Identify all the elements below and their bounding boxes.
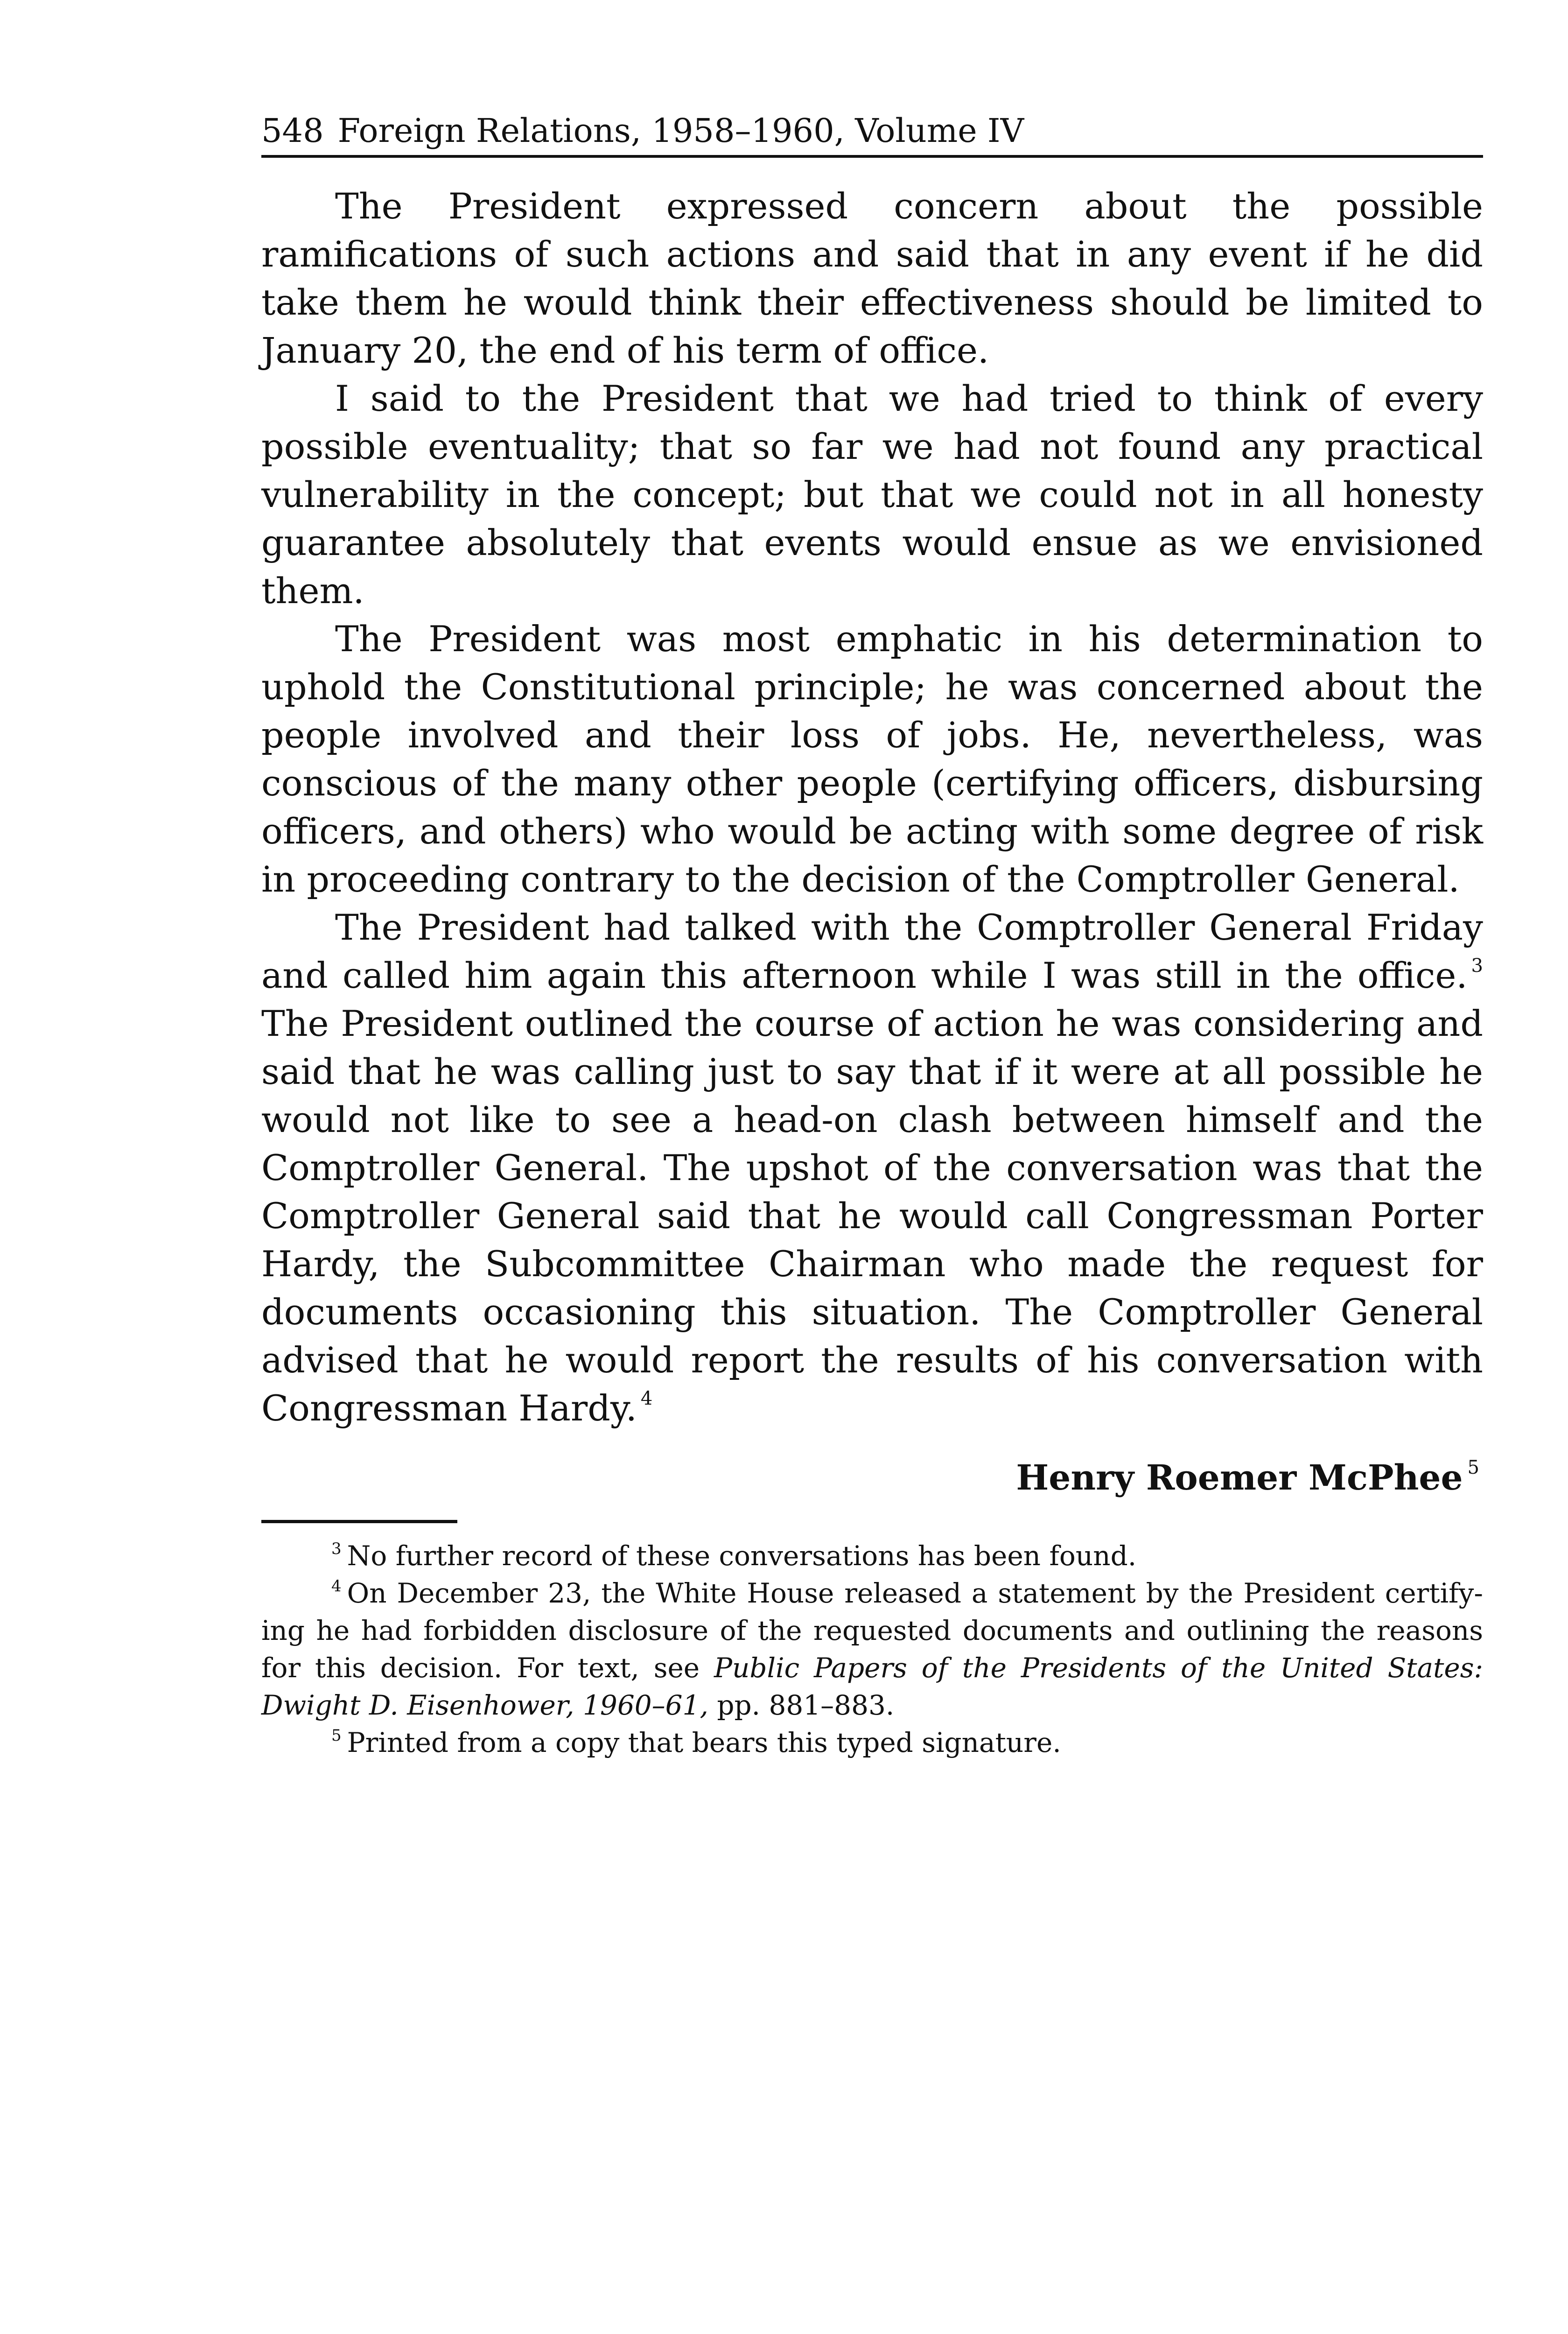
footnote-5-text: Printed from a copy that bears this typed signature. [347,1727,1061,1758]
footnote-4-publication-title: Public Papers of the Presidents of the United States: Dwight D. Eisenhower, 1960–61, [261,1652,1484,1721]
footnote-3-marker: 3 [331,1540,342,1558]
signature-name: Henry Roemer McPhee [1016,1458,1463,1498]
running-header [261,107,1483,158]
body-text [261,182,1483,1432]
footnote-4 [261,1575,1483,1724]
footnote-ref-3[interactable]: 3 [1471,955,1483,977]
footnote-4-pages: pp. 881–883. [717,1689,895,1721]
footnote-4-marker: 4 [331,1577,342,1596]
footnote-3 [261,1537,1483,1575]
footnote-ref-4[interactable]: 4 [640,1388,653,1409]
paragraph-4 [261,903,1483,1432]
paragraph-3: The President was most emphatic in his determination to uphold the Constitutional principle; he was concerned about the people involved and their loss of jobs. He, nevertheless, was conscious of the many other people (certifying officers, disbursing officers, and others) who would be acting with some degree of risk in proceeding contrary to the decision of the Comptroller General. [261,618,1483,900]
paragraph-1: The President expressed concern about the possible ramifications of such actions and said that in any event if he did take them he would think their effectiveness should be limited to January 20, the end of his term of office. [261,185,1483,371]
footnote-5 [261,1724,1483,1761]
footnote-3-text: No further record of these conversations has been found. [347,1540,1137,1572]
signature-block [261,1455,1483,1501]
footnote-divider [261,1520,457,1523]
paragraph-4-part-a: The President had talked with the Comptroller General Friday and called him again this afternoon while I was still in the office. [261,907,1483,996]
running-title: Foreign Relations, 1958–1960, Volume IV [337,112,1024,150]
paragraph-2: I said to the President that we had tried to think of every possible eventuality; that so far we had not found any practical vulnerability in the concept; but that we could not in all honesty guarantee absolutely that events would ensue as we envisioned them. [261,378,1483,612]
footnote-5-marker: 5 [331,1726,342,1745]
footnotes [261,1537,1483,1761]
page-number: 548 [261,112,324,150]
document-page [261,107,1483,1761]
paragraph-4-part-b: The President outlined the course of action he was considering and said that he was calling just to say that if it were at all possible he would not like to see a head-on clash between himself and the Comptroller General. The upshot of the conversation was that the Comptroller General said that he would call Congressman Porter Hardy, the Subcommittee Chairman who made the request for documents occasioning this situation. The Comptroller General advised that he would report the results of his conversation with Congressman Hardy. [261,1003,1483,1429]
footnote-ref-5[interactable]: 5 [1467,1457,1479,1478]
footnote-4-text: On December 23, the White House released a statement by the President certifying he had forbidden disclosure of the requested documents and outlining the reasons for this decision. For text, see [261,1577,1483,1684]
